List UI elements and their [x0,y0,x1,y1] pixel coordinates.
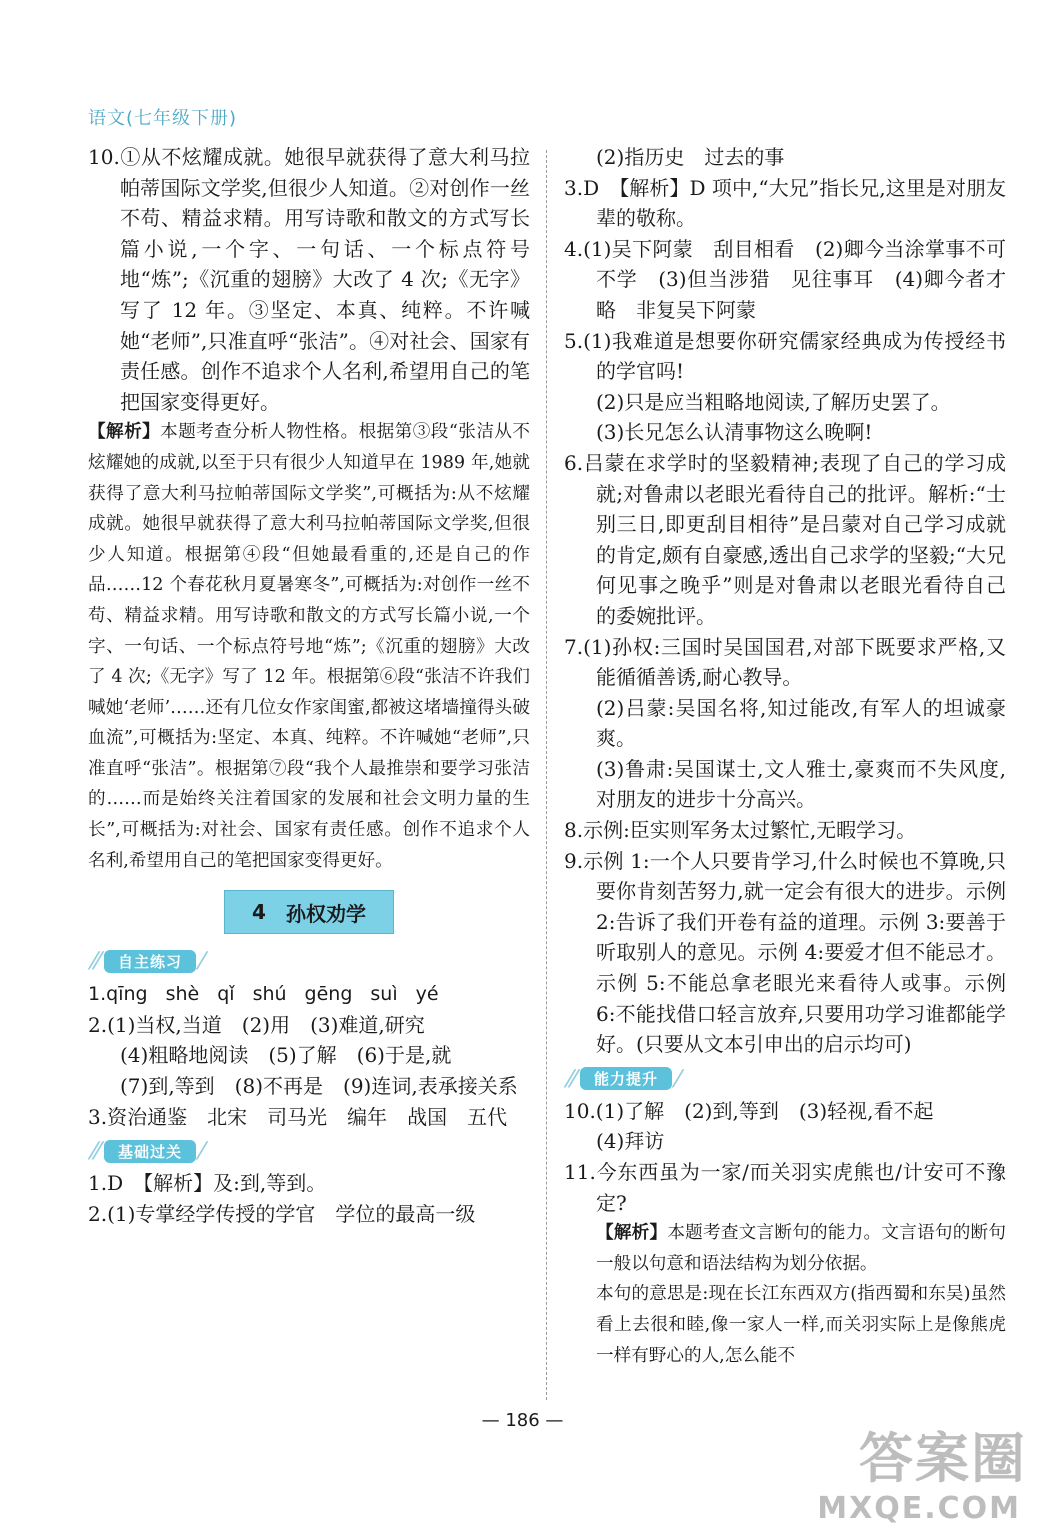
basic-answer-9: 9.示例 1:一个人只要肯学习,什么时候也不算晚,只要你肯刻苦努力,就一定会有很大的进步。示例 2:告诉了我们开卷有益的道理。示例 3:要善于听取别人的意见。示例 4:要爱才但不能忌才。示例 5:不能总拿老眼光来看待人或事。示例 6:不能找借口轻言放弃,只要用功学习谁都能学好。(只要从文本引申出的启示均可) [564,848,1006,1057]
answer-2-line-1: 2.(1)当权,当道 (2)用 (3)难道,研究 [88,1012,425,1037]
watermark-text: 答案圈 [859,1427,1027,1490]
pinyin-item: shú [252,983,287,1006]
analysis-label: 【解析】 [596,1222,668,1244]
basic-answer-2-part-2: (2)指历史 过去的事 [596,145,785,169]
analysis-text: 本题考查文言断句的能力。文言语句的断句一般以句意和语法结构为划分依据。 [596,1223,1006,1274]
ability-answer-10-part-1: 10.(1)了解 (2)到,等到 (3)轻视,看不起 [564,1098,934,1123]
answer-2-line-3: (7)到,等到 (8)不再是 (9)连词,表承接关系 [120,1074,518,1099]
answer-10: 10.①从不炫耀成就。她很早就获得了意大利马拉帕蒂国际文学奖,但很少人知道。②对创作一丝不苟、精益求精。用写诗歌和散文的方式写长篇小说,一个字、一句话、一个标点符号地“炼”;《沉重的翅膀》大改了 4 次;《无字》写了 12 年。③坚定、本真、纯粹。不许喊她“老师”,只准直呼“张洁”。④对社会、国家有责任感。创作不追求个人名利,希望用自己的笔把国家变得更好。 [88,145,530,414]
pinyin-item: 1.qīng [88,983,148,1006]
answer-1-pinyin [88,978,530,1010]
basic-answer-7-part-2: (2)吕蒙:吴国名将,知过能改,有军人的坦诚豪爽。 [596,695,1006,751]
section-tag-ability [568,1064,1006,1094]
analysis-label: 【解析】 [88,421,161,443]
slash-icon: ⁄⁄ [92,1137,101,1166]
section-tag-label: 自主练习 [104,950,196,973]
basic-answer-2: 2.(1)专掌经学传授的学官 学位的最高一级 [88,1201,476,1226]
pinyin-item: shè [165,983,200,1006]
basic-answer-5-part-3: (3)长兄怎么认清事物这么晚啊! [596,420,873,445]
answer-2-line-2: (4)粗略地阅读 (5)了解 (6)于是,就 [120,1043,452,1068]
section-tag-basic [92,1136,530,1166]
section-tag-label: 基础过关 [104,1140,196,1163]
answer-10-analysis [88,417,530,876]
basic-answer-8: 8.示例:臣实则军务太过繁忙,无暇学习。 [564,818,917,843]
subject-header: 语文(七年级下册) [88,108,238,129]
lesson-title: 孙权劝学 [285,901,366,926]
slash-icon: ⁄ [200,947,205,976]
answer-3: 3.资治通鉴 北宋 司马光 编年 战国 五代 [88,1104,508,1129]
right-column [564,142,1006,1371]
basic-answer-5-part-2: (2)只是应当粗略地阅读,了解历史罢了。 [596,389,951,414]
slash-icon: ⁄ [676,1064,681,1093]
section-tag-label: 能力提升 [580,1067,672,1090]
basic-answer-6: 6.吕蒙在求学时的坚毅精神;表现了自己的学习成就;对鲁肃以老眼光看待自己的批评。解析:“士别三日,即更刮目相待”是吕蒙对自己学习成就的肯定,颇有自豪感,透出自己求学的坚毅;“大兄何见事之晚乎”则是对鲁肃以老眼光看待自己的委婉批评。 [564,450,1006,628]
basic-answer-5-part-1: 5.(1)我难道是想要你研究儒家经典成为传授经书的学官吗! [564,328,1006,384]
analysis-text: 本题考查分析人物性格。根据第③段“张洁从不炫耀她的成就,以至于只有很少人知道早在 1989 年,她就获得了意大利马拉帕蒂国际文学奖”,可概括为:从不炫耀成就。她很早就获得了意大利马拉帕蒂国际文学奖,但很少人知道。根据第④段“但她最看重的,还是自己的作品……12 个春花秋月夏暑寒冬”,可概括为:对创作一丝不苟、精益求精。用写诗歌和散文的方式写长篇小说,一个字、一句话、一个标点符号地“炼”;《沉重的翅膀》大改了 4 次;《无字》写了 12 年。根据第⑥段“张洁不许我们喊她‘老师’……还有几位女作家闺蜜,都被这堵墙撞得头破血流”,可概括为:坚定、本真、纯粹。不许喊她“老师”,只准直呼“张洁”。根据第⑦段“我个人最推崇和要学习张洁的……而是始终关注着国家的发展和社会文明力量的生长”,可概括为:对社会、国家有责任感。创作不追求个人名利,希望用自己的笔把国家变得更好。 [88,422,530,871]
section-tag-self-practice [92,946,530,976]
basic-answer-4: 4.(1)吴下阿蒙 刮目相看 (2)卿今当涂掌事不可不学 (3)但当涉猎 见往事耳 (4)卿今者才略 非复吴下阿蒙 [564,236,1006,322]
pinyin-item: suì [370,983,398,1006]
lesson-title-banner [224,890,394,934]
basic-answer-7-part-3: (3)鲁肃:吴国谋士,文人雅士,豪爽而不失风度,对朋友的进步十分高兴。 [596,756,1006,812]
page-number: — 186 — [481,1410,564,1431]
ability-answer-11-analysis-more: 本句的意思是:现在长江东西双方(指西蜀和东吴)虽然看上去很和睦,像一家人一样,而关羽实际上是像熊虎一样有野心的人,怎么能不 [596,1284,1006,1366]
ability-answer-10-part-2: (4)拜访 [596,1129,665,1154]
basic-answer-1: 1.D 【解析】及:到,等到。 [88,1171,327,1196]
basic-answer-3: 3.D 【解析】D 项中,“大兄”指长兄,这里是对朋友辈的敬称。 [564,175,1006,231]
ability-answer-11-analysis [564,1218,1006,1279]
basic-answer-7-part-1: 7.(1)孙权:三国时吴国国君,对部下既要求严格,又能循循善诱,耐心教导。 [564,634,1006,690]
pinyin-item: yé [415,983,439,1006]
column-divider [546,150,547,1400]
pinyin-item: qǐ [217,983,235,1006]
ability-answer-11: 11.今东西虽为一家/而关羽实虎熊也/计安可不豫定? [564,1160,1006,1215]
watermark-logo [817,1416,1027,1526]
pinyin-item: gēng [304,983,353,1006]
lesson-number: 4 [252,900,266,925]
slash-icon: ⁄⁄ [92,947,101,976]
slash-icon: ⁄ [200,1137,205,1166]
left-column [88,142,530,1229]
watermark-url: MXQE.COM [817,1491,1021,1526]
slash-icon: ⁄⁄ [568,1064,577,1093]
